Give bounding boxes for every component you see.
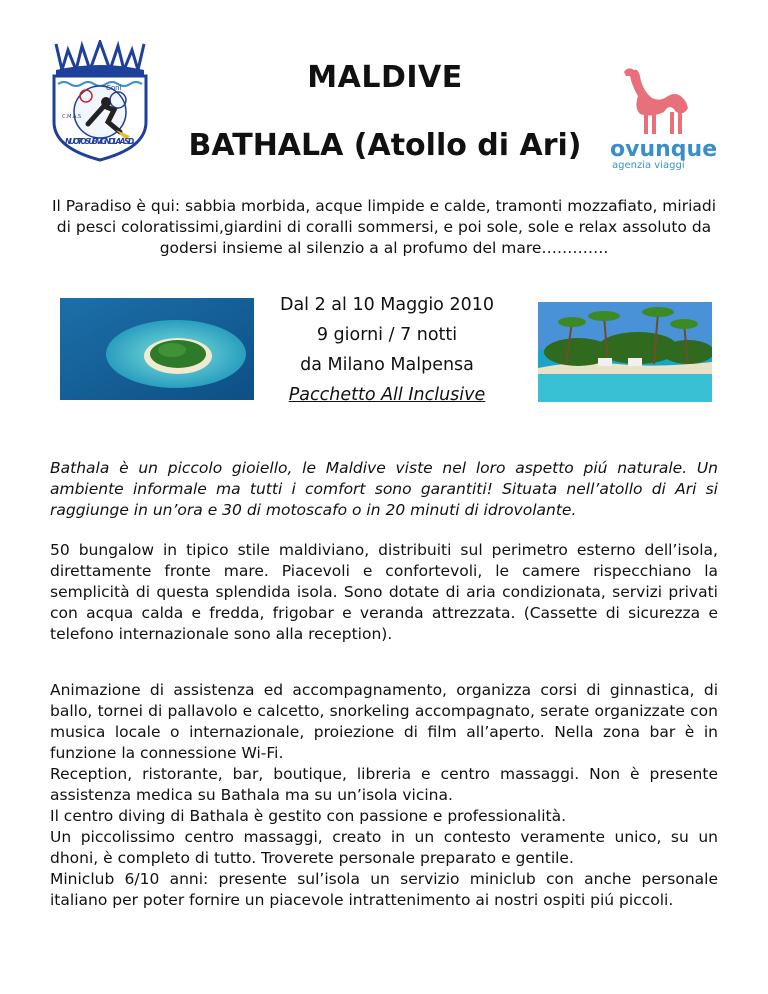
services-massage: Un piccolissimo centro massaggi, creato in un contesto veramente unico, su un dhoni, è completo di tutto. Troverete personale preparato e gentile.: [50, 828, 718, 867]
bungalow-paragraph: 50 bungalow in tipico stile maldiviano, distribuiti sul perimetro esterno dell’isola, direttamente fronte mare. Piacevoli e confortevoli, le camere rispecchiano la semplicità di questa splendida isola. Sono dotate di aria condizionata, servizi privati con acqua calda e fredda, frigobar e veranda attrezzata. (Cassette di sicurezza e telefono internazionale sono alla reception).: [50, 541, 718, 643]
services-animation: Animazione di assistenza ed accompagnamento, organizza corsi di ginnastica, di ballo, tornei di pallavolo e calcetto, snorkeling accompagnato, serate organizzate con musica locale o internazionale, proiezione di film all’aperto. Nella zona bar è in funzione la connessione Wi-Fi.: [50, 681, 718, 762]
trip-departure: da Milano Malpensa: [300, 355, 474, 375]
page-subtitle: BATHALA (Atollo di Ari): [188, 128, 582, 163]
trip-info: [262, 290, 512, 410]
services-reception: Reception, ristorante, bar, boutique, libreria e centro massaggi. Non è presente assistenza medica su Bathala ma su un’isola vicina.: [50, 765, 718, 804]
logo-cmas-text: C.M.A.S: [62, 114, 82, 120]
services-paragraph: [50, 680, 718, 911]
services-diving: Il centro diving di Bathala è gestito con passione e professionalità.: [50, 807, 567, 825]
ovunque-logo: [604, 62, 728, 170]
camel-icon: [624, 68, 688, 134]
ovunque-brand: ovunque: [610, 137, 718, 162]
lead-paragraph: Bathala è un piccolo gioiello, le Maldive viste nel loro aspetto piú naturale. Un ambiente informale ma tutti i comfort sono garantiti! Situata nell’atollo di Ari si raggiunge in un’ora e 30 di motoscafo o in 20 minuti di idrovolante.: [50, 459, 718, 519]
trip-duration: 9 giorni / 7 notti: [316, 325, 458, 345]
logo-club-name: NUOTO SUB VIGNOLA A.S.D.: [65, 137, 135, 146]
trip-package: Pacchetto All Inclusive: [288, 385, 486, 405]
services-miniclub: Miniclub 6/10 anni: presente sul’isola un servizio miniclub con anche personale italiano per poter fornire un piacevole intrattenimento ai nostri ospiti piú piccoli.: [50, 870, 718, 909]
trip-dates: Dal 2 al 10 Maggio 2010: [279, 295, 494, 315]
logo-coni-text: Coni: [106, 84, 122, 92]
dive-club-logo: [48, 40, 152, 162]
page-title: MALDIVE: [307, 60, 463, 95]
intro-text: Il Paradiso è qui: sabbia morbida, acque limpide e calde, tramonti mozzafiato, miriadi di pesci coloratissimi,giardini di coralli sommersi, e poi sole, sole e relax assoluto da godersi insieme al silenzio a al profumo del mare………….: [51, 197, 717, 257]
island-aerial-photo: [60, 298, 254, 400]
beach-palms-photo: [538, 302, 712, 402]
ovunque-tagline: agenzia viaggi: [612, 160, 685, 170]
